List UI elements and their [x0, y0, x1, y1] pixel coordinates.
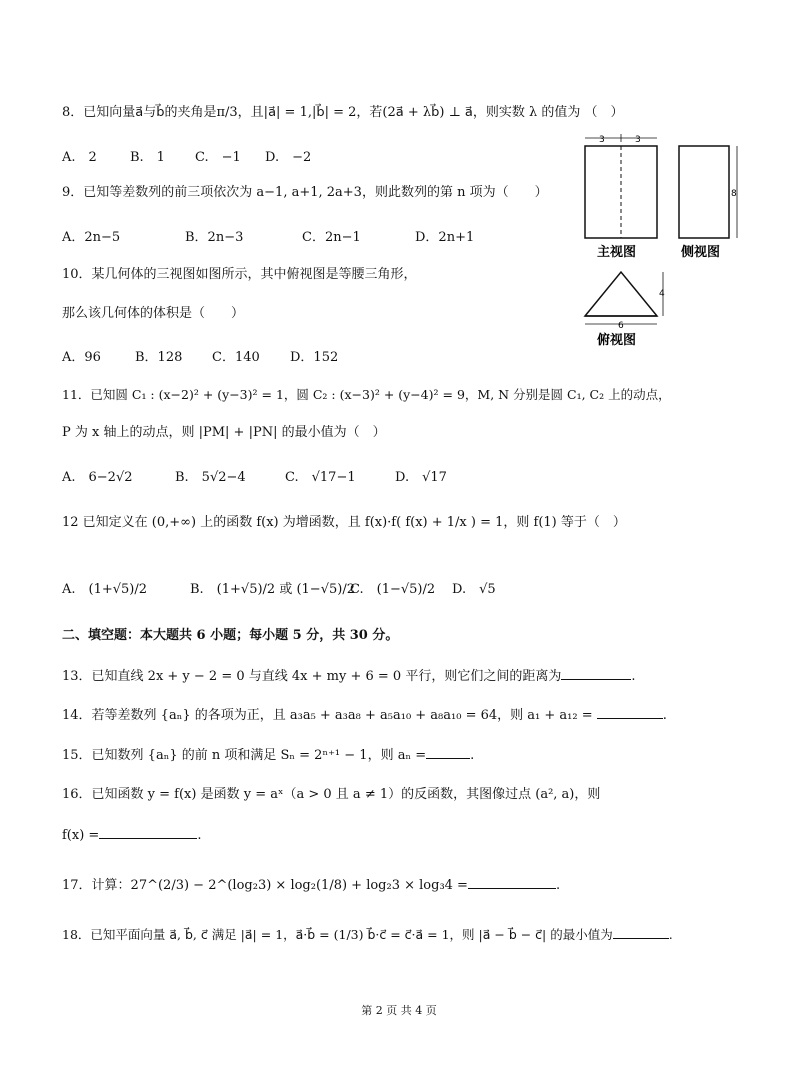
q14-text: 14．若等差数列 {aₙ} 的各项为正，且 a₃a₅ + a₃a₈ + a₅a₁₀ + a₈a₁₀ = 64，则 a₁ + a₁₂ =	[62, 708, 593, 723]
front-view-label: 主视图	[597, 245, 637, 260]
q15-answer-blank[interactable]	[426, 746, 470, 759]
side-view-rect	[679, 146, 729, 238]
dim-8: 8	[731, 189, 737, 199]
dim-3a: 3	[599, 135, 605, 145]
q14-answer-blank[interactable]	[597, 706, 663, 719]
q15-text: 15．已知数列 {aₙ} 的前 n 项和满足 Sₙ = 2ⁿ⁺¹ − 1，则 aₙ =	[62, 748, 427, 763]
q15-stem: 15．已知数列 {aₙ} 的前 n 项和满足 Sₙ = 2ⁿ⁺¹ − 1，则 aₙ = .	[62, 748, 475, 763]
q11-option-b: B. 5√2−4	[175, 470, 246, 485]
q12-option-a: A. (1+√5)/2	[62, 582, 148, 597]
q10-stem-1: 10．某几何体的三视图如图所示，其中俯视图是等腰三角形，	[62, 267, 417, 282]
q10-stem-2: 那么该几何体的体积是（ ）	[62, 306, 245, 321]
q12-stem: 12 已知定义在 (0,+∞) 上的函数 f(x) 为增函数，且 f(x)·f( f(x) + 1/x ) = 1，则 f(1) 等于（ ）	[62, 515, 626, 530]
q9-option-b: B．2n−3	[185, 230, 244, 245]
q12-option-b: B. (1+√5)/2 或 (1−√5)/2	[190, 582, 355, 597]
q10-option-c: C．140	[212, 350, 260, 365]
three-view-figure	[575, 128, 745, 350]
q18-text: 18．已知平面向量 a⃗, b⃗, c⃗ 满足 |a⃗| = 1，a⃗·b⃗ = (1/3) b⃗·c⃗ = c⃗·a⃗ = 1，则 |a⃗ − b⃗ − c⃗| 的最小值为	[62, 927, 613, 942]
q16-answer-blank[interactable]	[99, 826, 197, 839]
section-2-heading: 二、填空题：本大题共 6 小题；每小题 5 分，共 30 分。	[62, 628, 399, 643]
q9-option-d: D．2n+1	[415, 230, 475, 245]
q9-option-a: A．2n−5	[62, 230, 121, 245]
q8-stem: 8．已知向量a⃗与b⃗的夹角是π/3，且|a⃗| = 1,|b⃗| = 2，若(2a⃗ + λb⃗) ⊥ a⃗，则实数 λ 的值为 （ ）	[62, 105, 624, 120]
top-view-label: 俯视图	[597, 333, 637, 348]
q11-stem-1: 11．已知圆 C₁ : (x−2)² + (y−3)² = 1，圆 C₂ : (x−3)² + (y−4)² = 9，M, N 分别是圆 C₁, C₂ 上的动点，	[62, 387, 671, 402]
side-view-label: 侧视图	[681, 245, 721, 260]
q14-stem: 14．若等差数列 {aₙ} 的各项为正，且 a₃a₅ + a₃a₈ + a₅a₁₀ + a₈a₁₀ = 64，则 a₁ + a₁₂ = .	[62, 708, 667, 723]
page-footer: 第 2 页 共 4 页	[361, 1004, 437, 1017]
q12-option-c: C. (1−√5)/2	[350, 582, 436, 597]
q10-option-d: D．152	[290, 350, 339, 365]
q11-stem-2: P 为 x 轴上的动点，则 |PM| + |PN| 的最小值为（ ）	[62, 425, 386, 440]
q9-stem: 9．已知等差数列的前三项依次为 a−1, a+1, 2a+3，则此数列的第 n 项为（ ）	[62, 185, 548, 200]
q12-option-d: D. √5	[452, 582, 496, 597]
q18-stem: 18．已知平面向量 a⃗, b⃗, c⃗ 满足 |a⃗| = 1，a⃗·b⃗ = (1/3) b⃗·c⃗ = c⃗·a⃗ = 1，则 |a⃗ − b⃗ − c⃗| 的最小值为 .	[62, 927, 673, 942]
q11-option-a: A. 6−2√2	[62, 470, 133, 485]
q18-answer-blank[interactable]	[613, 926, 669, 939]
q13-text: 13．已知直线 2x + y − 2 = 0 与直线 4x + my + 6 = 0 平行，则它们之间的距离为	[62, 669, 562, 684]
q8-option-d: D. −2	[265, 150, 312, 165]
q17-text: 17．计算：27^(2/3) − 2^(log₂3) × log₂(1/8) + log₂3 × log₃4 =	[62, 878, 468, 893]
dim-3b: 3	[635, 135, 641, 145]
q17-answer-blank[interactable]	[468, 876, 556, 889]
q8-option-a: A. 2	[62, 150, 97, 165]
q16-text-2: f(x) =	[62, 828, 100, 843]
q8-option-b: B. 1	[130, 150, 165, 165]
q10-option-b: B．128	[135, 350, 183, 365]
dim-6: 6	[618, 321, 624, 331]
q10-option-a: A．96	[62, 350, 101, 365]
top-view-triangle	[585, 272, 657, 316]
dim-4: 4	[659, 289, 665, 299]
q13-answer-blank[interactable]	[561, 667, 631, 680]
q16-stem-1: 16．已知函数 y = f(x) 是函数 y = aˣ（a > 0 且 a ≠ 1）的反函数，其图像过点 (a², a)，则	[62, 787, 601, 802]
q8-option-c: C. −1	[195, 150, 241, 165]
q9-option-c: C．2n−1	[302, 230, 361, 245]
q11-option-d: D. √17	[395, 470, 447, 485]
q16-stem-2: f(x) = .	[62, 828, 202, 843]
q13-stem: 13．已知直线 2x + y − 2 = 0 与直线 4x + my + 6 = 0 平行，则它们之间的距离为 .	[62, 669, 636, 684]
q11-option-c: C. √17−1	[285, 470, 356, 485]
q17-stem: 17．计算：27^(2/3) − 2^(log₂3) × log₂(1/8) + log₂3 × log₃4 = .	[62, 878, 561, 893]
